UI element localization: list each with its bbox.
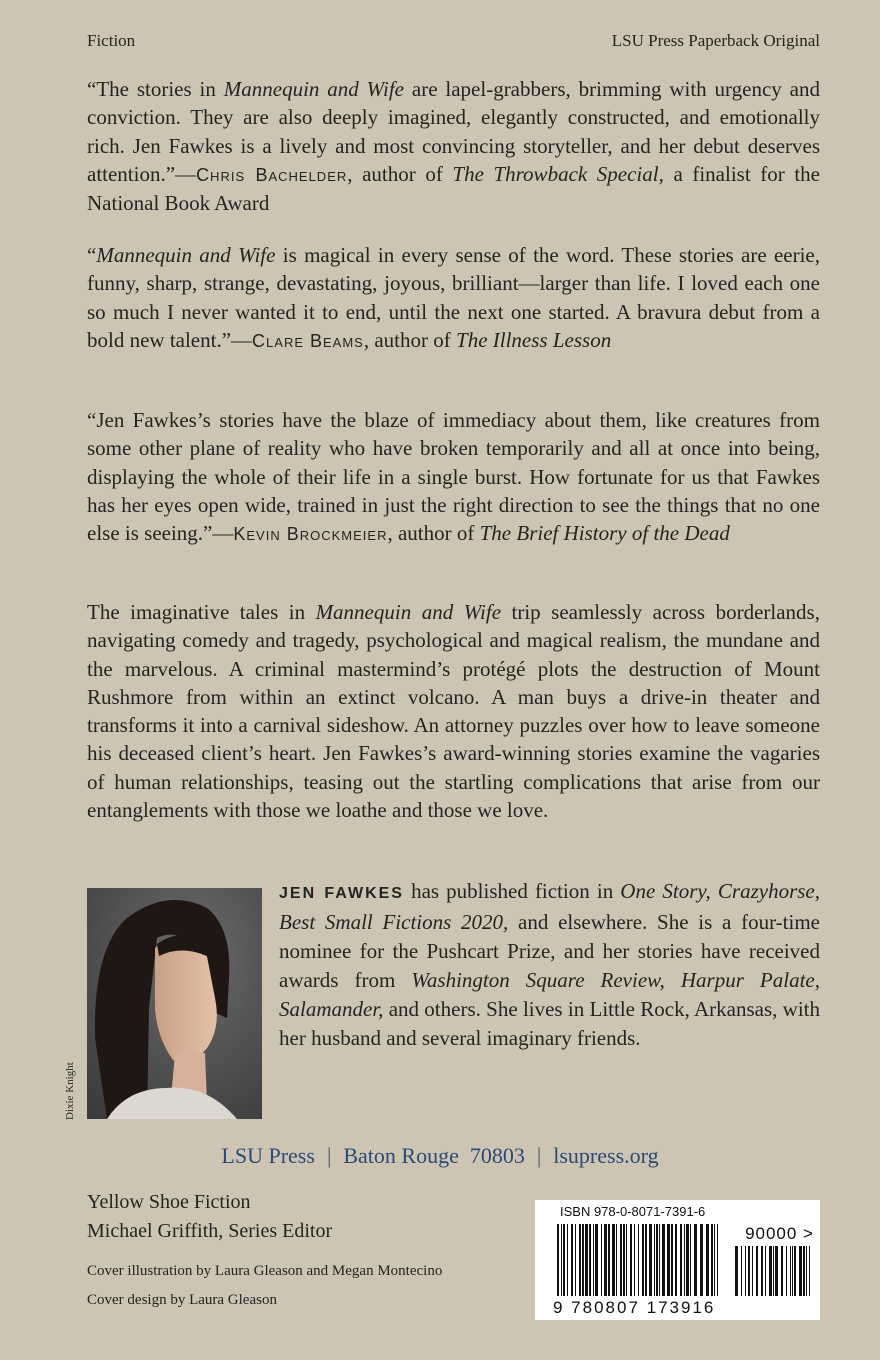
blurb-2-author-of: , author of (363, 327, 457, 352)
bio-publications: One Story, Crazyhorse, Best Small Fictions 2020, (279, 879, 820, 934)
author-bio (279, 877, 820, 1053)
author-photo (87, 888, 262, 1119)
blurb-2-book-title: Mannequin and Wife (96, 243, 276, 267)
blurb-2-open: “ (87, 243, 97, 267)
bio-awards: Washington Square Review, Harpur Palate, Salamander, (279, 968, 820, 1021)
blurb-1-author-book: The Throwback Special, (452, 161, 664, 186)
barcode (535, 1200, 820, 1320)
blurb-2-text: is magical in every sense of the word. These stories are eerie, funny, sharp, strange, devastating, joyous, brilliant—larger than life. I loved each one so much I never wanted it to end, until the next one started. A bravura debut from a bold new talent.”— (87, 243, 820, 352)
header-genre: Fiction (87, 31, 136, 50)
bio-text-1: has published fiction in (403, 879, 621, 903)
blurb-1-note: a finalist for the National Book Award (87, 161, 820, 216)
blurb-3-author-book: The Brief History of the Dead (479, 521, 730, 546)
blurb-1-text: are lapel-grabbers, brimming with urgency and conviction. They are also deeply imagined, elegantly constructed, and emotionally rich. Jen Fawkes is a lively and most convincing storyteller, and her debut deserves attention.”— (87, 77, 820, 186)
author-name: JEN FAWKES (279, 885, 404, 902)
press-url-link[interactable]: lsupress.org (553, 1143, 659, 1168)
blurb-1-book-title: Mannequin and Wife (223, 77, 404, 101)
book-description (87, 598, 820, 824)
isbn-label: ISBN 978-0-8071-7391-6 (560, 1204, 706, 1219)
description-book-title: Mannequin and Wife (315, 600, 502, 624)
cover-design-credit: Cover design by Laura Gleason (87, 1292, 277, 1308)
blurb-1-open: “The stories in (87, 77, 224, 101)
cover-illustration-credit: Cover illustration by Laura Gleason and Megan Montecino (87, 1263, 443, 1279)
blurb-2-author-book: The Illness Lesson (456, 327, 612, 352)
series-editor: Michael Griffith, Series Editor (87, 1220, 333, 1242)
blurb-1 (87, 75, 820, 217)
price-code: 90000 > (745, 1224, 814, 1243)
bio-text-3: and others. She lives in Little Rock, Arkansas, with her husband and several imaginary friends. (279, 997, 820, 1050)
press-separator: | (326, 1143, 332, 1168)
blurb-3 (87, 406, 820, 548)
press-city: Baton Rouge 70803 (343, 1143, 525, 1168)
photo-credit: Dixie Knight (64, 1062, 76, 1120)
blurb-1-author: Chris Bachelder (196, 164, 348, 185)
blurb-2-author: Clare Beams (252, 330, 364, 351)
barcode-digits: 9 780807 173916 (553, 1298, 716, 1317)
description-open: The imaginative tales in (87, 600, 316, 624)
header-edition: LSU Press Paperback Original (611, 31, 820, 50)
series-name: Yellow Shoe Fiction (87, 1191, 251, 1213)
series-info (87, 1188, 332, 1246)
press-info (0, 1143, 880, 1169)
press-separator: | (536, 1143, 542, 1168)
blurb-3-author-of: , author of (387, 521, 480, 546)
blurb-1-author-of: , author of (347, 161, 453, 186)
description-text: trip seamlessly across borderlands, navigating comedy and tragedy, psychological and magical realism, the mundane and the marvelous. A criminal mastermind’s protégé plots the destruction of Mount Rushmore from within an extinct volcano. A man buys a drive-in theater and transforms it into a carnival sideshow. An attorney puzzles over how to leave someone his deceased client’s heart. Jen Fawkes’s award-winning stories examine the vagaries of human relationships, teasing out the startling complications that arise from our entanglements with those we loathe and those we love. (87, 600, 820, 823)
bio-text-2: and elsewhere. She is a four-time nominee for the Pushcart Prize, and her stories have received awards from (279, 910, 820, 992)
blurb-3-text: “Jen Fawkes’s stories have the blaze of immediacy about them, like creatures from some other plane of reality who have broken temporarily and all at once into being, displaying the whole of their life in a single burst. How fortunate for us that Fawkes has her eyes open wide, trained in just the right direction to see the things that no one else is seeing.”— (87, 408, 820, 546)
blurb-2 (87, 241, 820, 355)
blurb-3-author: Kevin Brockmeier (233, 524, 388, 545)
press-name: LSU Press (221, 1143, 315, 1168)
